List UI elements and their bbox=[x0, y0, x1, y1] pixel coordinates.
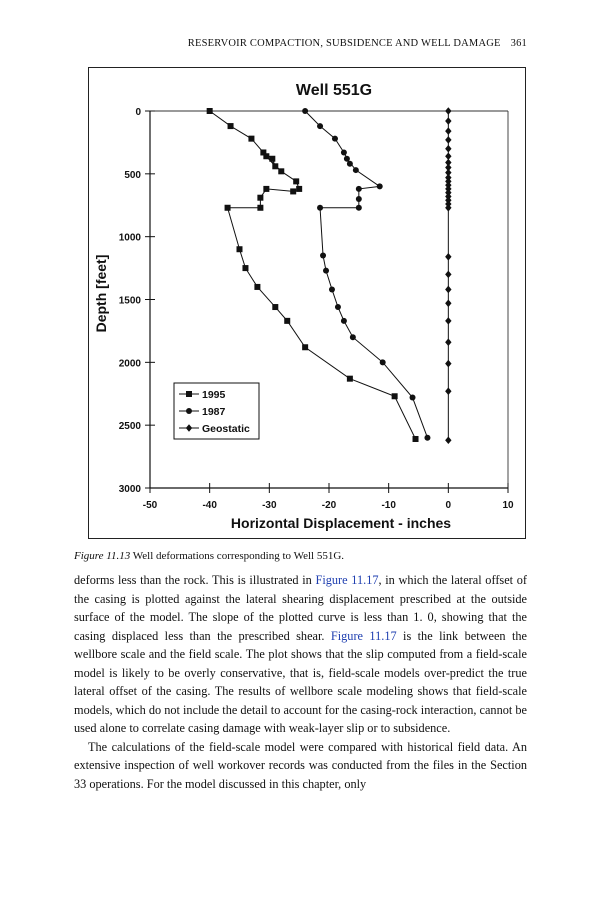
paragraph-text: The calculations of the field-scale model were compared with historical field data. An extensive inspection of well workover records was conducted from the files in the Section 33 operations. For the model discussed in this chapter, only bbox=[74, 739, 527, 791]
data-point-1995 bbox=[263, 153, 269, 159]
x-tick-label: -30 bbox=[262, 500, 277, 511]
data-point-1987 bbox=[329, 286, 335, 292]
data-point-1995 bbox=[278, 168, 284, 174]
data-point-1995 bbox=[254, 284, 260, 290]
data-point-geostatic bbox=[445, 136, 451, 144]
data-point-1987 bbox=[356, 205, 362, 211]
data-point-1987 bbox=[353, 167, 359, 173]
x-tick-label: -10 bbox=[381, 500, 396, 511]
legend-label-1995: 1995 bbox=[202, 389, 226, 401]
data-point-1987 bbox=[347, 161, 353, 167]
paragraph-1 bbox=[74, 571, 527, 738]
data-point-1987 bbox=[341, 149, 347, 155]
data-point-1995 bbox=[228, 123, 234, 129]
data-point-1987 bbox=[317, 123, 323, 129]
data-point-1987 bbox=[410, 395, 416, 401]
y-tick-label: 2000 bbox=[118, 358, 141, 370]
data-point-1995 bbox=[284, 318, 290, 324]
data-point-1987 bbox=[332, 136, 338, 142]
data-point-1995 bbox=[237, 246, 243, 252]
legend-marker-1987 bbox=[186, 408, 192, 414]
legend-label-1987: 1987 bbox=[202, 406, 226, 418]
data-point-1995 bbox=[257, 195, 263, 201]
data-point-geostatic bbox=[445, 271, 451, 279]
data-point-geostatic bbox=[445, 436, 451, 444]
data-point-1987 bbox=[323, 268, 329, 274]
data-point-1995 bbox=[207, 108, 213, 114]
data-point-geostatic bbox=[445, 117, 451, 125]
y-tick-label: 500 bbox=[124, 169, 141, 181]
legend-marker-1995 bbox=[186, 391, 192, 397]
data-point-1987 bbox=[341, 318, 347, 324]
data-point-1995 bbox=[392, 393, 398, 399]
figure-caption bbox=[74, 550, 534, 562]
data-point-1987 bbox=[356, 186, 362, 192]
well-551g-chart bbox=[89, 68, 525, 538]
chart-title: Well 551G bbox=[295, 82, 373, 99]
x-tick-label: -50 bbox=[142, 500, 158, 511]
data-point-geostatic bbox=[445, 360, 451, 368]
x-axis-label: Horizontal Displacement - inches bbox=[230, 515, 452, 531]
data-point-1995 bbox=[242, 265, 248, 271]
y-tick-label: 0 bbox=[135, 107, 141, 118]
data-point-1995 bbox=[225, 205, 231, 211]
data-point-geostatic bbox=[445, 299, 451, 307]
y-tick-label: 1000 bbox=[118, 232, 141, 244]
running-header bbox=[0, 38, 527, 49]
data-point-1987 bbox=[424, 435, 430, 441]
data-point-1987 bbox=[335, 304, 341, 310]
data-point-geostatic bbox=[445, 338, 451, 346]
figure-label: Figure 11.13 bbox=[74, 550, 131, 562]
data-point-1987 bbox=[350, 334, 356, 340]
data-point-1995 bbox=[290, 188, 296, 194]
data-point-1987 bbox=[302, 108, 308, 114]
paragraph-text: , in which the lateral offset of the casing is plotted against the lateral shearing displacement prescribed at the outside surface of the model. The slope of the plotted curve is less than 1. 0, showing that the casing displaced less than the prescribed shear. bbox=[74, 573, 527, 643]
data-point-1987 bbox=[344, 156, 350, 162]
figure-reference-link[interactable]: Figure 11.17 bbox=[330, 628, 397, 643]
data-point-geostatic bbox=[445, 127, 451, 135]
data-point-1987 bbox=[317, 205, 323, 211]
data-point-1995 bbox=[302, 344, 308, 350]
data-point-1987 bbox=[320, 253, 326, 259]
data-point-1987 bbox=[380, 359, 386, 365]
data-point-geostatic bbox=[445, 145, 451, 153]
body-text bbox=[74, 571, 527, 793]
data-point-1995 bbox=[269, 156, 275, 162]
data-point-1987 bbox=[356, 196, 362, 202]
data-point-1995 bbox=[413, 436, 419, 442]
figure-frame bbox=[88, 67, 526, 539]
legend-label-geostatic: Geostatic bbox=[202, 423, 250, 435]
data-point-1995 bbox=[272, 163, 278, 169]
data-point-geostatic bbox=[445, 317, 451, 325]
running-title: RESERVOIR COMPACTION, SUBSIDENCE AND WELL DAMAGE bbox=[187, 38, 501, 49]
x-tick-label: 0 bbox=[445, 500, 452, 511]
data-point-geostatic bbox=[445, 387, 451, 395]
y-tick-label: 2500 bbox=[118, 421, 141, 433]
data-point-geostatic bbox=[445, 286, 451, 294]
data-point-1995 bbox=[293, 178, 299, 184]
x-tick-label: -20 bbox=[321, 500, 337, 511]
figure-caption-text: Well deformations corresponding to Well 551G. bbox=[130, 550, 345, 562]
x-tick-label: 10 bbox=[502, 500, 514, 511]
data-point-1995 bbox=[272, 304, 278, 310]
y-tick-label: 1500 bbox=[118, 295, 141, 307]
paragraph-text: deforms less than the rock. This is illustrated in bbox=[74, 573, 316, 587]
data-point-1995 bbox=[263, 186, 269, 192]
data-point-1995 bbox=[347, 376, 353, 382]
x-tick-label: -40 bbox=[202, 500, 217, 511]
data-point-1995 bbox=[296, 186, 302, 192]
data-point-1995 bbox=[257, 205, 263, 211]
data-point-geostatic bbox=[445, 253, 451, 261]
paragraph-2 bbox=[74, 738, 527, 794]
page-number: 361 bbox=[510, 38, 527, 49]
data-point-1995 bbox=[248, 136, 254, 142]
figure-reference-link[interactable]: Figure 11.17 bbox=[315, 573, 379, 587]
y-tick-label: 3000 bbox=[118, 484, 141, 495]
series-line-1987 bbox=[305, 111, 427, 438]
data-point-geostatic bbox=[445, 107, 451, 115]
data-point-1987 bbox=[377, 183, 383, 189]
y-axis-label: Depth [feet] bbox=[93, 254, 109, 333]
paragraph-text: is the link between the wellbore scale and the field scale. The plot shows that the slip computed from a field-scale model is likely to be overly conservative, that is, field-scale models over-predict the true lateral offset of the casing. The results of wellbore scale modeling shows that field-scale models, which do not include the detail to account for the casing-rock interaction, cannot be used alone to correlate casing damage with weak-layer slip or to subsidence. bbox=[74, 628, 527, 735]
